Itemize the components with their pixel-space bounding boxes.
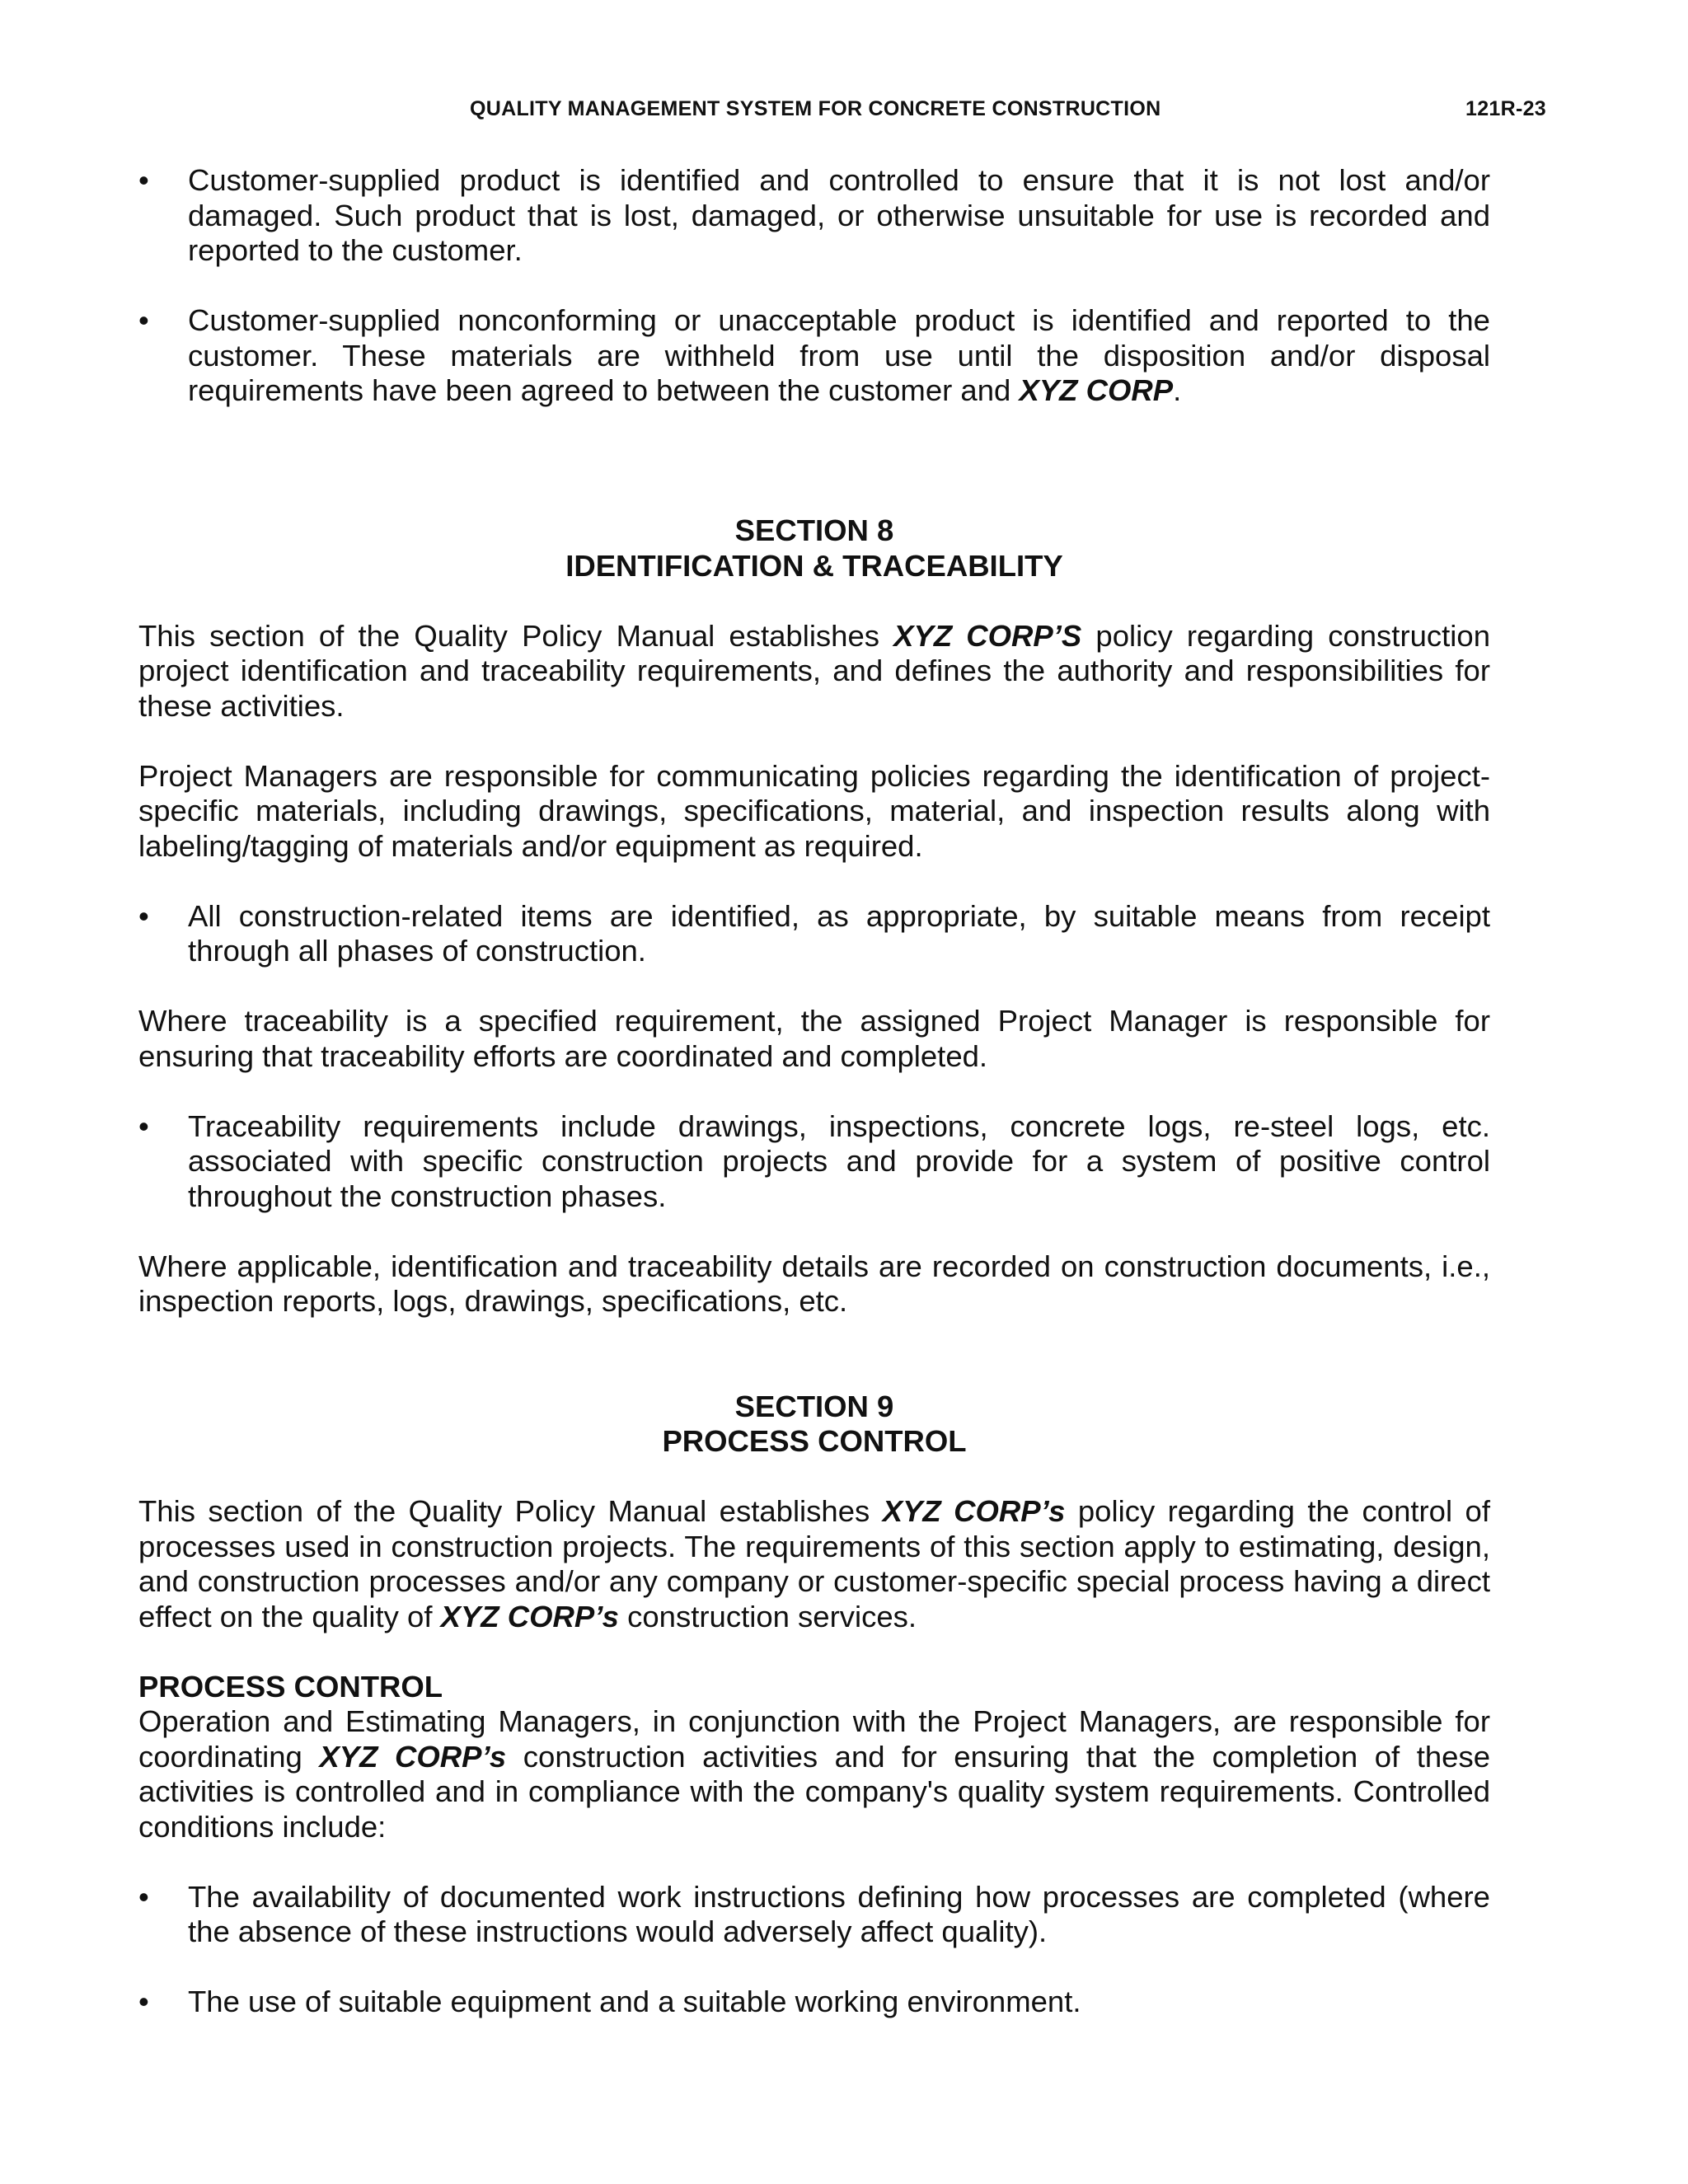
paragraph-text: construction services. xyxy=(618,1599,917,1633)
company-name: XYZ CORP’s xyxy=(440,1599,619,1633)
bullet-text: All construction-related items are identified, as appropriate, by suitable means from receipt through all phases of construction. xyxy=(188,898,1490,968)
bullet-item xyxy=(138,1880,1490,1950)
section-number: SECTION 9 xyxy=(734,1389,894,1423)
paragraph-text: This section of the Quality Policy Manual establishes xyxy=(138,1494,883,1528)
bullet-icon: • xyxy=(138,1879,149,1914)
paragraph-text: policy regarding the control of processes used in construction projects. The requirements of this section apply to estimating, design, and construction processes and/or any company or customer-specific special process having a direct effect on the quality of xyxy=(138,1494,1490,1633)
bullet-text xyxy=(188,303,1490,407)
bullet-text: Customer-supplied product is identified and controlled to ensure that it is not lost and/or damaged. Such product that is lost, damaged, or otherwise unsuitable for use is recorded and reported to the customer. xyxy=(188,163,1490,267)
paragraph-text: This section of the Quality Policy Manual establishes xyxy=(138,618,894,653)
header-title: QUALITY MANAGEMENT SYSTEM FOR CONCRETE CONSTRUCTION xyxy=(470,97,1161,120)
bullet-item xyxy=(138,163,1490,269)
paragraph-text: Operation and Estimating Managers, in conjunction with the Project Managers, are responsible for coordinating xyxy=(138,1704,1490,1774)
company-name: XYZ CORP xyxy=(1019,373,1174,407)
section-title: PROCESS CONTROL xyxy=(662,1424,967,1458)
bullet-item xyxy=(138,303,1490,409)
section-title: IDENTIFICATION & TRACEABILITY xyxy=(565,548,1063,583)
section-9-intro xyxy=(138,1494,1490,1634)
document-body xyxy=(138,163,1490,2055)
bullet-icon: • xyxy=(138,163,149,197)
section-9-heading xyxy=(138,1390,1490,1460)
running-header xyxy=(0,97,1688,130)
bullet-item xyxy=(138,1109,1490,1215)
section-9-paragraph xyxy=(138,1704,1490,1844)
section-8-paragraph: Where applicable, identification and traceability details are recorded on construction documents, i.e., inspection reports, logs, drawings, specifications, etc. xyxy=(138,1249,1490,1318)
bullet-item xyxy=(138,899,1490,969)
bullet-text-part: Customer-supplied nonconforming or unacceptable product is identified and reported to the customer. These materials are withheld from use until the disposition and/or disposal requirements have been agreed to between the customer and xyxy=(188,303,1490,407)
paragraph-text: policy regarding construction project identification and traceability requirements, and defines the authority and responsibilities for these activities. xyxy=(138,618,1490,723)
paragraph-text: construction activities and for ensuring that the completion of these activities is controlled and in compliance with the company's quality system requirements. Controlled conditions include: xyxy=(138,1739,1490,1844)
bullet-icon: • xyxy=(138,303,149,337)
company-name: XYZ CORP’S xyxy=(893,618,1082,653)
section-8-paragraph: Project Managers are responsible for communicating policies regarding the identification of project-specific materials, including drawings, specifications, material, and inspection results along with labeling/tagging of materials and/or equipment as required. xyxy=(138,758,1490,863)
section-8-intro xyxy=(138,619,1490,724)
bullet-text: The availability of documented work instructions defining how processes are completed (where the absence of these instructions would adversely affect quality). xyxy=(188,1879,1490,1948)
bullet-text-part: . xyxy=(1173,373,1182,407)
bullet-icon: • xyxy=(138,1985,149,2018)
bullet-text: Traceability requirements include drawings, inspections, concrete logs, re-steel logs, etc. associated with specific construction projects and provide for a system of positive control throughout the construction phases. xyxy=(188,1108,1490,1213)
company-name: XYZ CORP’s xyxy=(882,1494,1066,1528)
bullet-icon: • xyxy=(138,1108,149,1143)
section-8-heading xyxy=(138,513,1490,583)
subsection-heading: PROCESS CONTROL xyxy=(138,1669,443,1704)
bullet-text: The use of suitable equipment and a suitable working environment. xyxy=(188,1985,1081,2018)
company-name: XYZ CORP’s xyxy=(319,1739,507,1774)
page-number: 121R-23 xyxy=(1465,97,1546,120)
section-8-paragraph: Where traceability is a specified requirement, the assigned Project Manager is responsible for ensuring that traceability efforts are coordinated and completed. xyxy=(138,1004,1490,1073)
bullet-icon: • xyxy=(138,898,149,933)
section-number: SECTION 8 xyxy=(734,513,894,547)
bullet-item xyxy=(138,1985,1490,2020)
